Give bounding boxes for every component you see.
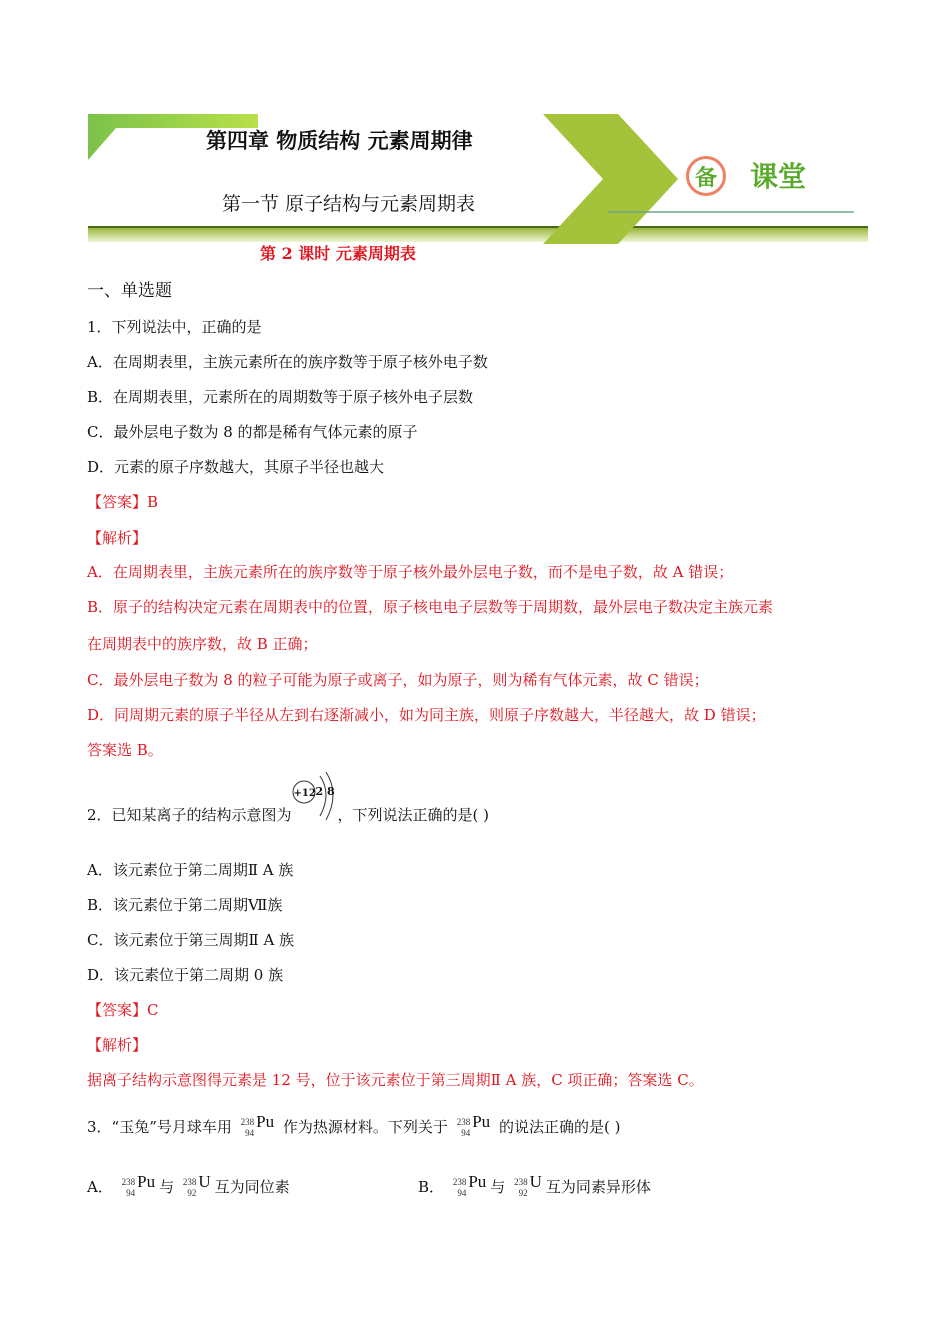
q3-option-b	[418, 1172, 651, 1199]
q2-stem-before: 2．已知某离子的结构示意图为	[87, 806, 292, 824]
element-symbol: U	[529, 1172, 542, 1191]
element-symbol: U	[198, 1172, 211, 1191]
q2-answer: 【答案】C	[87, 1001, 159, 1019]
q1-stem: 1．下列说法中，正确的是	[87, 318, 262, 336]
chapter-title: 第四章 物质结构 元素周期律	[206, 129, 473, 153]
q2-analysis: 据离子结构示意图得元素是 12 号，位于该元素位于第三周期Ⅱ A 族，C 项正确；答案选 C。	[87, 1071, 704, 1089]
section-title: 第一节 原子结构与元素周期表	[222, 193, 476, 215]
q2-option-b: B．该元素位于第二周期Ⅶ族	[87, 896, 283, 914]
logo-badge: 备	[686, 156, 726, 196]
q2-stem	[87, 785, 490, 825]
q1-option-c: C．最外层电子数为 8 的都是稀有气体元素的原子	[87, 423, 418, 441]
option-text: 互为同位素	[214, 1178, 290, 1196]
mass-number: 238	[121, 1177, 136, 1187]
nuclide-u	[514, 1172, 542, 1199]
q1-option-d: D．元素的原子序数越大，其原子半径也越大	[87, 458, 385, 476]
atomic-number: 94	[457, 1188, 467, 1198]
q1-analysis-line: D．同周期元素的原子半径从左到右逐渐减小，如为同主族，则原子序数越大，半径越大，故 D 错误；	[87, 706, 766, 724]
q2-option-d: D．该元素位于第二周期 0 族	[87, 966, 284, 984]
q1-analysis-label: 【解析】	[87, 529, 148, 547]
element-symbol: Pu	[256, 1112, 275, 1131]
element-symbol: Pu	[137, 1172, 156, 1191]
q1-analysis-line: B．原子的结构决定元素在周期表中的位置，原子核电电子层数等于周期数，最外层电子数决定主族元素	[87, 598, 774, 616]
q2-analysis-label: 【解析】	[87, 1036, 148, 1054]
atomic-number: 92	[518, 1188, 528, 1198]
option-label: A．	[87, 1178, 113, 1196]
q1-analysis-line: 答案选 B。	[87, 741, 163, 759]
mass-number: 238	[182, 1177, 197, 1187]
mass-number: 238	[452, 1177, 467, 1187]
nuclide-pu	[452, 1172, 487, 1199]
mass-number: 238	[456, 1117, 471, 1127]
q1-option-a: A．在周期表里，主族元素所在的族序数等于原子核外电子数	[87, 353, 488, 371]
q2-option-c: C．该元素位于第三周期Ⅱ A 族	[87, 931, 295, 949]
option-label: B．	[418, 1178, 445, 1196]
nuclide-pu	[121, 1172, 156, 1199]
q3-stem-part: 的说法正确的是( )	[498, 1118, 621, 1136]
atomic-number: 94	[245, 1128, 255, 1138]
mass-number: 238	[514, 1177, 528, 1187]
q1-option-b: B．在周期表里，元素所在的周期数等于原子核外电子层数	[87, 388, 474, 406]
option-text: 与	[159, 1178, 175, 1196]
q2-option-a: A．该元素位于第二周期Ⅱ A 族	[87, 861, 294, 879]
q1-analysis-line: 在周期表中的族序数，故 B 正确；	[87, 635, 318, 653]
q1-analysis-line: C．最外层电子数为 8 的粒子可能为原子或离子，如为原子，则为稀有气体元素，故 C 错误；	[87, 671, 709, 689]
atomic-number: 94	[461, 1128, 471, 1138]
shell-electrons: 2 8	[315, 785, 335, 798]
nuclide-pu	[456, 1112, 491, 1139]
q3-stem-part: 3．“玉兔”号月球车用	[87, 1118, 232, 1136]
q3-stem-part: 作为热源材料。下列关于	[282, 1118, 448, 1136]
logo-text: 课堂	[750, 160, 807, 193]
q3-option-a	[87, 1172, 290, 1199]
part-title: 一、单选题	[87, 281, 172, 301]
q1-answer: 【答案】B	[87, 493, 159, 511]
nuclide-pu	[240, 1112, 275, 1139]
q2-stem-after: ，下列说法正确的是( )	[337, 806, 490, 824]
mass-number: 238	[240, 1117, 255, 1127]
atomic-number: 92	[187, 1188, 197, 1198]
element-symbol: Pu	[472, 1112, 491, 1131]
ion-structure-diagram	[292, 785, 338, 820]
q3-stem	[87, 1112, 621, 1139]
option-text: 互为同素异形体	[545, 1178, 651, 1196]
nuclide-u	[182, 1172, 211, 1199]
lesson-title: 第 2 课时 元素周期表	[260, 244, 416, 263]
atomic-number: 94	[126, 1188, 136, 1198]
q1-analysis-line: A．在周期表里，主族元素所在的族序数等于原子核外最外层电子数，而不是电子数，故 A 错误；	[87, 563, 734, 581]
nucleus-charge: +12	[293, 788, 316, 799]
element-symbol: Pu	[468, 1172, 487, 1191]
option-text: 与	[490, 1178, 506, 1196]
